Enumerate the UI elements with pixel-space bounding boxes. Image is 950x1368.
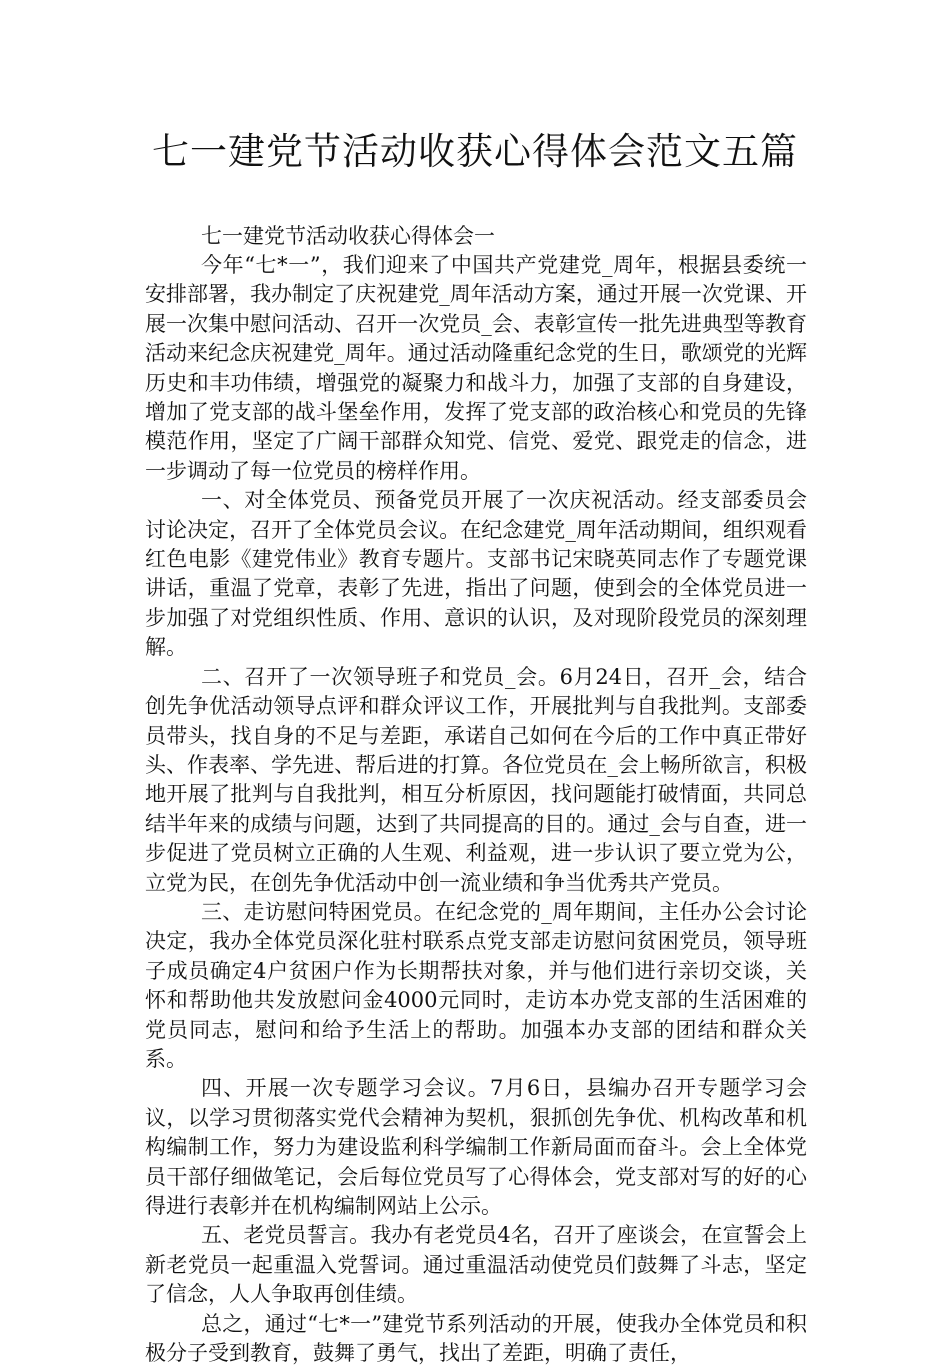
paragraph-item-4: 四、开展一次专题学习会议。7月6日，县编办召开专题学习会议，以学习贯彻落实党代会精神为契机，狠抓创先争优、机构改革和机构编制工作，努力为建设监利科学编制工作新局面而奋斗。会上全体党员干部仔细做笔记，会后每位党员写了心得体会，党支部对写的好的心得进行表彰并在机构编制网站上公示。 — [145, 1076, 807, 1218]
paragraph-item-3: 三、走访慰问特困党员。在纪念党的_周年期间，主任办公会讨论决定，我办全体党员深化驻村联系点党支部走访慰问贫困党员，领导班子成员确定4户贫困户作为长期帮扶对象，并与他们进行亲切交谈，关怀和帮助他共发放慰问金4000元同时，走访本办党支部的生活困难的党员同志，慰问和给予生活上的帮助。加强本办支部的团结和群众关系。 — [145, 899, 807, 1071]
paragraph-item-1: 一、对全体党员、预备党员开展了一次庆祝活动。经支部委员会讨论决定，召开了全体党员会议。在纪念建党_周年活动期间，组织观看红色电影《建党伟业》教育专题片。支部书记宋晓英同志作了专题党课讲话，重温了党章，表彰了先进，指出了问题，使到会的全体党员进一步加强了对党组织性质、作用、意识的认识，及对现阶段党员的深刻理解。 — [145, 488, 807, 660]
paragraph-summary: 总之，通过“七*一”建党节系列活动的开展，使我办全体党员和积极分子受到教育，鼓舞了勇气，找出了差距，明确了责任， — [145, 1311, 807, 1366]
section-heading: 七一建党节活动收获心得体会一 — [201, 224, 495, 248]
paragraph-item-2: 二、召开了一次领导班子和党员_会。6月24日，召开_会，结合创先争优活动领导点评和群众评议工作，开展批判与自我批判。支部委员带头，找自身的不足与差距，承诺自己如何在今后的工作中真正带好头、作表率、学先进、帮后进的打算。各位党员在_会上畅所欲言，积极地开展了批判与自我批判，相互分析原因，找问题能打破情面，共同总结半年来的成绩与问题，达到了共同提高的目的。通过_会与自查，进一步促进了党员树立正确的人生观、利益观，进一步认识了要立党为公，立党为民，在创先争优活动中创一流业绩和争当优秀共产党员。 — [145, 664, 807, 895]
document-body — [145, 222, 807, 1368]
paragraph-item-5: 五、老党员誓言。我办有老党员4名，召开了座谈会，在宣誓会上新老党员一起重温入党誓词。通过重温活动使党员们鼓舞了斗志，坚定了信念，人人争取再创佳绩。 — [145, 1223, 807, 1307]
paragraph-intro: 今年“七*一”，我们迎来了中国共产党建党_周年，根据县委统一安排部署，我办制定了庆祝建党_周年活动方案，通过开展一次党课、开展一次集中慰问活动、召开一次党员_会、表彰宣传一批先进典型等教育活动来纪念庆祝建党_周年。通过活动隆重纪念党的生日，歌颂党的光辉历史和丰功伟绩，增强党的凝聚力和战斗力，加强了支部的自身建设，增加了党支部的战斗堡垒作用，发挥了党支部的政治核心和党员的先锋模范作用，坚定了广阔干部群众知党、信党、爱党、跟党走的信念，进一步调动了每一位党员的榜样作用。 — [145, 253, 807, 483]
document-title: 七一建党节活动收获心得体会范文五篇 — [152, 130, 798, 173]
